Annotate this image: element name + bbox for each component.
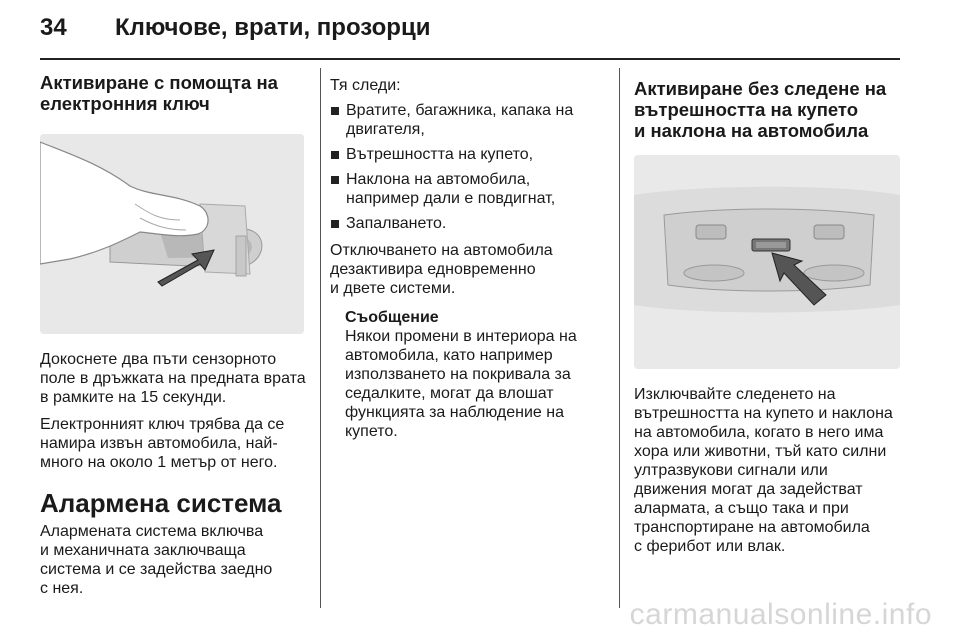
text-line: поле в дръжката на предната врата: [40, 370, 306, 387]
text-line: Запалването.: [346, 215, 447, 232]
figure-caption: [40, 350, 310, 407]
alarm-paragraph: [40, 522, 310, 598]
text-line: например дали е повдигнат,: [346, 190, 556, 207]
text-line: движения могат да задействат: [634, 481, 863, 498]
list-item: [330, 214, 600, 233]
text-line: Вътрешността на купето,: [346, 146, 534, 163]
text-line: транспортиране на автомобила: [634, 519, 870, 536]
text-line: с нея.: [40, 580, 84, 597]
column-middle: [330, 76, 600, 441]
text-line: с ферибот или влак.: [634, 538, 786, 555]
note-box: [345, 308, 600, 441]
heading-line: Активиране с помощта на: [40, 72, 278, 93]
text-line: седалките, могат да влошат: [345, 385, 554, 402]
monitored-items-list: [330, 101, 600, 233]
text-line: ултразвукови сигнали или: [634, 462, 828, 479]
heading-line: електронния ключ: [40, 93, 210, 114]
heading-line: и наклона на автомобила: [634, 120, 869, 141]
text-line: купето.: [345, 423, 398, 440]
text-line: алармата, а също така и при: [634, 500, 849, 517]
text-line: автомобила, като например: [345, 347, 553, 364]
text-line: хора или животни, тъй като силни: [634, 443, 887, 460]
unlock-paragraph: [330, 241, 600, 298]
text-line: Някои промени в интериора на: [345, 328, 577, 345]
interior-button-illustration: [634, 155, 900, 369]
text-line: и механичната заключваща: [40, 542, 246, 559]
text-line: Изключвайте следенето на: [634, 386, 836, 403]
list-item: [330, 101, 600, 139]
text-line: система и се задейства заедно: [40, 561, 273, 578]
text-line: Алармената система включва: [40, 523, 264, 540]
text-line: използването на покривала за: [345, 366, 571, 383]
text-line: вътрешността на купето и наклона: [634, 405, 893, 422]
text-line: Електронният ключ трябва да се: [40, 416, 285, 433]
list-item: [330, 170, 600, 208]
note-title: Съобщение: [345, 309, 439, 326]
watermark: carmanualsonline.info: [629, 598, 932, 631]
text-line: намира извън автомобила, най-: [40, 435, 278, 452]
text-line: двигателя,: [346, 121, 425, 138]
door-handle-drawing: [40, 134, 304, 334]
key-range-paragraph: [40, 415, 310, 472]
section-heading-deactivation: [634, 78, 904, 141]
text-line: Вратите, багажника, капака на: [346, 102, 574, 119]
text-line: и двете системи.: [330, 280, 456, 297]
text-line: много на около 1 метър от него.: [40, 454, 278, 471]
column-divider-1: [320, 68, 321, 608]
text-line: Наклона на автомобила,: [346, 171, 531, 188]
section-heading-electronic-key: [40, 72, 310, 114]
column-divider-2: [619, 68, 620, 608]
page-number: 34: [40, 14, 67, 41]
header-rule: [40, 58, 900, 60]
section-heading-alarm: Алармена система: [40, 488, 282, 518]
monitors-intro: Тя следи:: [330, 77, 401, 94]
overhead-console-drawing: [634, 155, 900, 369]
column-left: [40, 72, 310, 598]
heading-line: вътрешността на купето: [634, 99, 859, 120]
door-handle-illustration: [40, 134, 304, 334]
list-item: [330, 145, 600, 164]
text-line: функцията за наблюдение на: [345, 404, 565, 421]
text-line: в рамките на 15 секунди.: [40, 389, 227, 406]
heading-line: Активиране без следене на: [634, 78, 887, 99]
note-text: [345, 327, 600, 441]
deactivation-paragraph: [634, 385, 904, 556]
text-line: на автомобила, когато в него има: [634, 424, 884, 441]
column-right: [634, 78, 904, 556]
text-line: Отключването на автомобила: [330, 242, 553, 259]
text-line: Докоснете два пъти сензорното: [40, 351, 277, 368]
page-title: Ключове, врати, прозорци: [115, 14, 431, 41]
text-line: дезактивира едновременно: [330, 261, 536, 278]
